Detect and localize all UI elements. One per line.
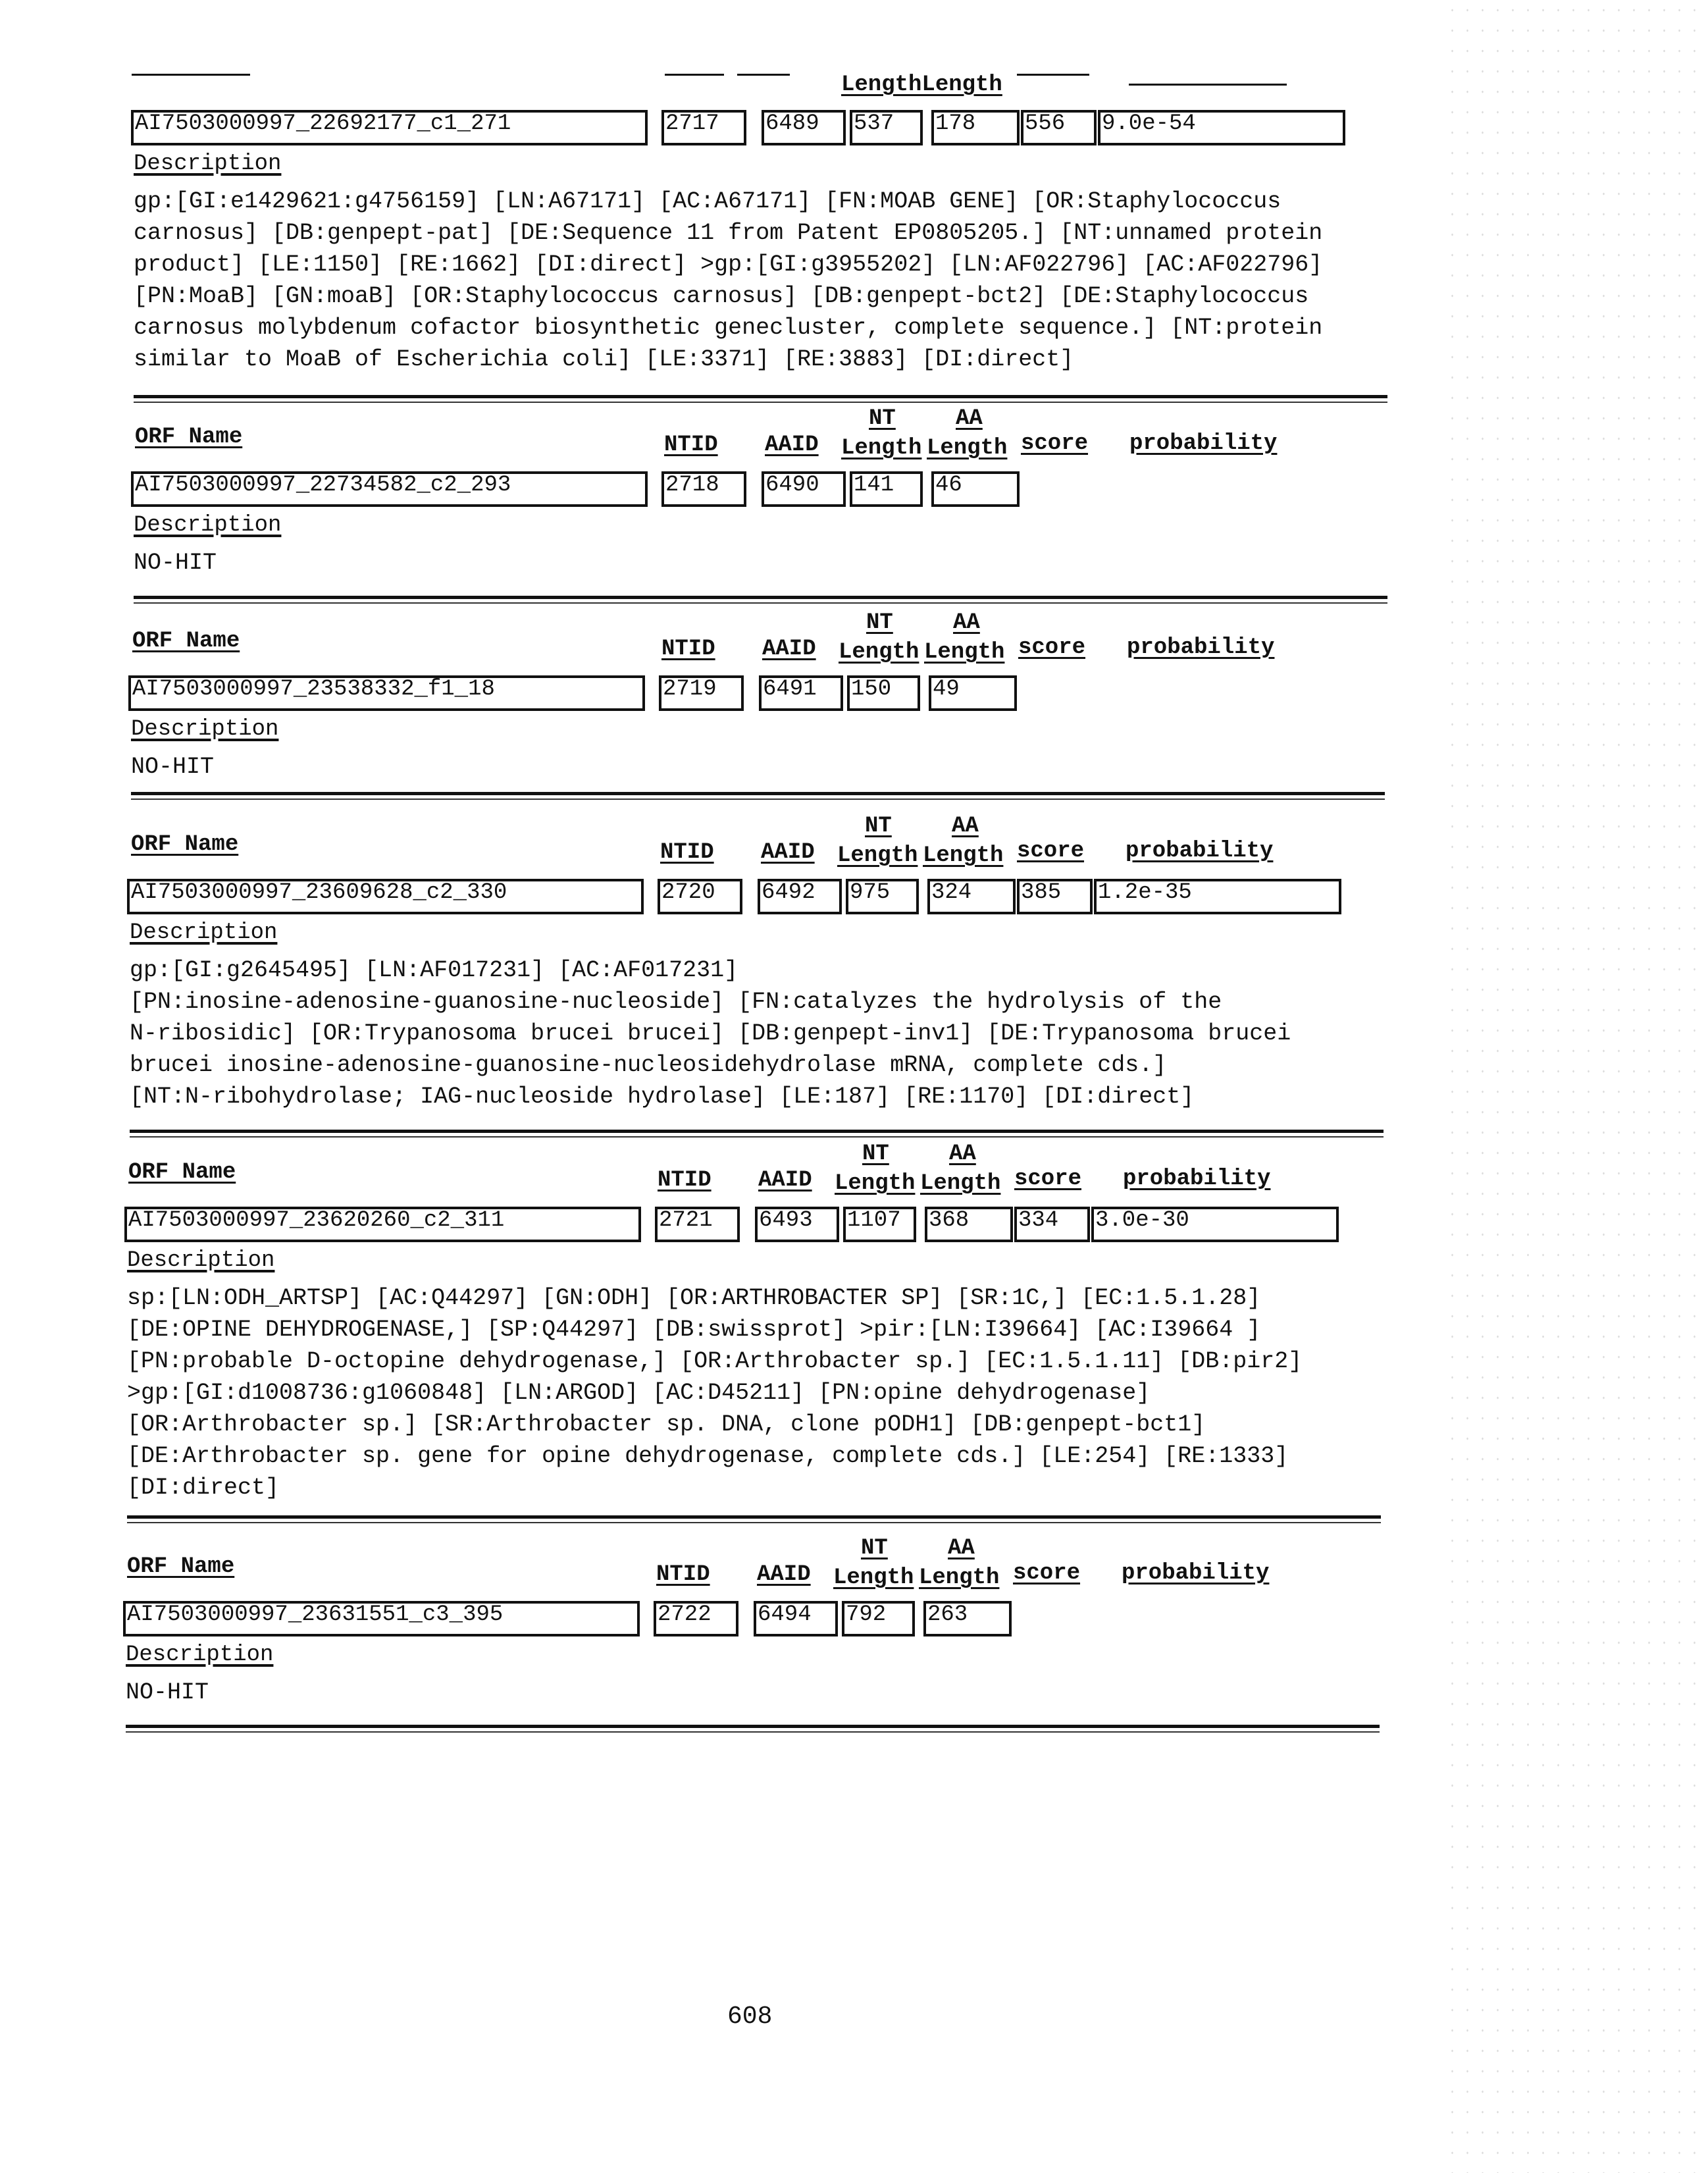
field-aaid: 6492	[758, 879, 842, 914]
column-header-probability: probability	[1127, 635, 1274, 661]
field-aaid: 6494	[754, 1601, 838, 1636]
column-header-aaid: AAID	[757, 1561, 811, 1588]
description-line: NO-HIT	[131, 751, 214, 783]
column-header-probability: probability	[1123, 1166, 1270, 1192]
description-line: [PN:inosine-adenosine-guanosine-nucleoside] [FN:catalyzes the hydrolysis of the	[130, 986, 1222, 1018]
column-header-ntid: NTID	[661, 636, 715, 662]
column-header-ntid: NTID	[656, 1561, 710, 1588]
description-line: gp:[GI:e1429621:g4756159] [LN:A67171] [AC:A67171] [FN:MOAB GENE] [OR:Staphylococcus	[134, 186, 1281, 217]
header-dash	[1017, 74, 1089, 76]
description-line: carnosus] [DB:genpept-pat] [DE:Sequence 11 from Patent EP0805205.] [NT:unnamed protein	[134, 217, 1322, 249]
column-header-nt-length: Length	[839, 639, 919, 666]
field-aaid: 6489	[762, 110, 846, 145]
field-ntid: 2721	[655, 1207, 740, 1242]
description-line: [DE:Arthrobacter sp. gene for opine dehydrogenase, complete cds.] [LE:254] [RE:1333]	[127, 1440, 1288, 1472]
column-header-aa: AA	[948, 1535, 975, 1561]
section-divider-thin	[126, 1731, 1380, 1733]
column-header-score: score	[1014, 1166, 1081, 1192]
field-score: 385	[1017, 879, 1093, 914]
column-header-nt-length: Length	[835, 1170, 915, 1197]
column-header-ntid: NTID	[664, 432, 718, 458]
page-number: 608	[727, 2001, 772, 2033]
field-aa-length: 49	[929, 675, 1017, 711]
field-score: 556	[1021, 110, 1097, 145]
column-header-nt-length: Length	[837, 843, 918, 869]
description-line: gp:[GI:g2645495] [LN:AF017231] [AC:AF017231]	[130, 955, 738, 986]
column-header-aaid: AAID	[758, 1167, 812, 1193]
description-label: Description	[134, 512, 281, 538]
field-orf-name: AI7503000997_23620260_c2_311	[124, 1207, 641, 1242]
section-divider-thin	[127, 1522, 1381, 1523]
section-divider	[134, 596, 1387, 599]
section-divider	[126, 1725, 1380, 1728]
column-header-aa: AA	[953, 610, 980, 636]
section-divider	[127, 1515, 1381, 1519]
field-nt-length: 792	[842, 1601, 915, 1636]
field-ntid: 2720	[658, 879, 742, 914]
column-header-probability: probability	[1122, 1560, 1269, 1586]
field-orf-name: AI7503000997_23631551_c3_395	[123, 1601, 640, 1636]
header-dash	[665, 74, 724, 76]
field-nt-length: 537	[850, 110, 923, 145]
description-label: Description	[131, 716, 278, 743]
column-header-nt: NT	[861, 1535, 888, 1561]
column-header-length-partial: LengthLength	[841, 72, 1002, 98]
description-line: sp:[LN:ODH_ARTSP] [AC:Q44297] [GN:ODH] [OR:ARTHROBACTER SP] [SR:1C,] [EC:1.5.1.28]	[127, 1282, 1260, 1314]
column-header-aaid: AAID	[762, 636, 816, 662]
document-page	[0, 0, 1708, 2173]
field-aaid: 6490	[762, 471, 846, 507]
description-label: Description	[134, 151, 281, 177]
column-header-aa-length: Length	[924, 639, 1004, 666]
column-header-nt: NT	[862, 1141, 889, 1167]
column-header-aa: AA	[956, 406, 983, 432]
column-header-ntid: NTID	[660, 839, 714, 866]
section-divider	[130, 1130, 1384, 1133]
field-orf-name: AI7503000997_22734582_c2_293	[131, 471, 648, 507]
description-line: similar to MoaB of Escherichia coli] [LE:3371] [RE:3883] [DI:direct]	[134, 344, 1074, 375]
column-header-aaid: AAID	[765, 432, 819, 458]
column-header-nt-length: Length	[841, 435, 921, 461]
field-aa-length: 46	[931, 471, 1020, 507]
description-line: [PN:MoaB] [GN:moaB] [OR:Staphylococcus carnosus] [DB:genpept-bct2] [DE:Staphylococcus	[134, 280, 1308, 312]
column-header-aa: AA	[949, 1141, 976, 1167]
field-orf-name: AI7503000997_23609628_c2_330	[127, 879, 644, 914]
column-header-orf-name: ORF Name	[131, 831, 238, 858]
column-header-orf-name: ORF Name	[127, 1554, 234, 1580]
field-aaid: 6491	[759, 675, 843, 711]
description-line: >gp:[GI:d1008736:g1060848] [LN:ARGOD] [AC:D45211] [PN:opine dehydrogenase]	[127, 1377, 1150, 1409]
field-nt-length: 975	[846, 879, 919, 914]
column-header-score: score	[1013, 1560, 1080, 1586]
description-line: brucei inosine-adenosine-guanosine-nucleosidehydrolase mRNA, complete cds.]	[130, 1049, 1166, 1081]
field-orf-name: AI7503000997_22692177_c1_271	[131, 110, 648, 145]
description-label: Description	[130, 920, 277, 946]
field-ntid: 2722	[654, 1601, 738, 1636]
column-header-nt: NT	[866, 610, 893, 636]
section-divider-thin	[134, 402, 1387, 403]
column-header-orf-name: ORF Name	[132, 628, 240, 654]
description-line: carnosus molybdenum cofactor biosynthetic genecluster, complete sequence.] [NT:protein	[134, 312, 1322, 344]
column-header-score: score	[1018, 635, 1085, 661]
field-ntid: 2717	[661, 110, 746, 145]
field-aa-length: 263	[923, 1601, 1012, 1636]
description-line: NO-HIT	[126, 1677, 209, 1708]
field-nt-length: 1107	[843, 1207, 916, 1242]
column-header-aa-length: Length	[923, 843, 1003, 869]
column-header-orf-name: ORF Name	[128, 1159, 236, 1186]
column-header-aa-length: Length	[920, 1170, 1000, 1197]
section-divider-thin	[134, 602, 1387, 604]
description-label: Description	[127, 1247, 274, 1274]
column-header-nt: NT	[865, 813, 892, 839]
column-header-aa-length: Length	[927, 435, 1007, 461]
field-aaid: 6493	[755, 1207, 839, 1242]
column-header-probability: probability	[1129, 431, 1277, 457]
description-line: [NT:N-ribohydrolase; IAG-nucleoside hydrolase] [LE:187] [RE:1170] [DI:direct]	[130, 1081, 1194, 1113]
section-divider	[131, 792, 1385, 795]
section-divider-thin	[130, 1136, 1384, 1138]
column-header-probability: probability	[1126, 838, 1273, 864]
field-ntid: 2719	[659, 675, 744, 711]
column-header-aa: AA	[952, 813, 979, 839]
column-header-score: score	[1021, 431, 1088, 457]
field-aa-length: 368	[925, 1207, 1013, 1242]
column-header-aa-length: Length	[919, 1565, 999, 1591]
field-probability: 3.0e-30	[1091, 1207, 1339, 1242]
column-header-orf-name: ORF Name	[135, 424, 242, 450]
column-header-aaid: AAID	[761, 839, 815, 866]
field-ntid: 2718	[661, 471, 746, 507]
field-orf-name: AI7503000997_23538332_f1_18	[128, 675, 645, 711]
description-line: [DE:OPINE DEHYDROGENASE,] [SP:Q44297] [DB:swissprot] >pir:[LN:I39664] [AC:I39664 ]	[127, 1314, 1260, 1346]
header-dash	[1129, 84, 1287, 86]
section-divider	[134, 395, 1387, 398]
description-line: [DI:direct]	[127, 1472, 279, 1504]
description-line: N-ribosidic] [OR:Trypanosoma brucei brucei] [DB:genpept-inv1] [DE:Trypanosoma brucei	[130, 1018, 1291, 1049]
description-line: [PN:probable D-octopine dehydrogenase,] [OR:Arthrobacter sp.] [EC:1.5.1.11] [DB:pir2]	[127, 1346, 1302, 1377]
scan-noise	[1445, 0, 1708, 2173]
header-dash	[132, 74, 250, 76]
field-probability: 1.2e-35	[1094, 879, 1341, 914]
field-aa-length: 324	[927, 879, 1016, 914]
column-header-nt-length: Length	[833, 1565, 914, 1591]
field-aa-length: 178	[931, 110, 1020, 145]
column-header-score: score	[1017, 838, 1084, 864]
column-header-nt: NT	[869, 406, 896, 432]
field-nt-length: 141	[850, 471, 923, 507]
description-label: Description	[126, 1642, 273, 1668]
description-line: product] [LE:1150] [RE:1662] [DI:direct] >gp:[GI:g3955202] [LN:AF022796] [AC:AF022796]	[134, 249, 1322, 280]
field-probability: 9.0e-54	[1098, 110, 1345, 145]
section-divider-thin	[131, 799, 1385, 800]
description-line: [OR:Arthrobacter sp.] [SR:Arthrobacter sp. DNA, clone pODH1] [DB:genpept-bct1]	[127, 1409, 1205, 1440]
field-score: 334	[1014, 1207, 1090, 1242]
field-nt-length: 150	[847, 675, 920, 711]
description-line: NO-HIT	[134, 547, 217, 579]
column-header-ntid: NTID	[658, 1167, 712, 1193]
header-dash	[737, 74, 790, 76]
